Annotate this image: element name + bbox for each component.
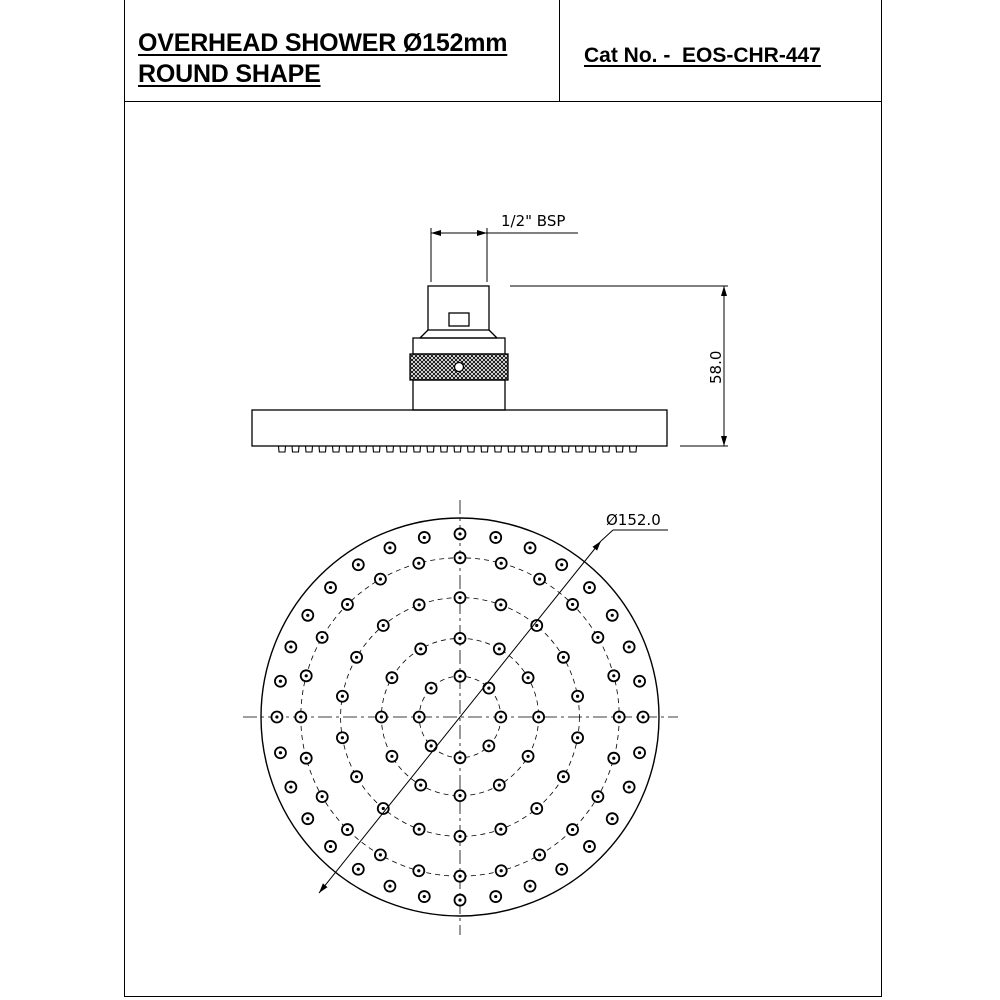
- nozzle-hole: [538, 853, 541, 856]
- inlet-nut: [428, 286, 489, 330]
- nozzle-hole: [388, 885, 391, 888]
- nozzle-hole: [571, 828, 574, 831]
- nozzle-hole: [535, 624, 538, 627]
- product-title: OVERHEAD SHOWER Ø152mm: [138, 29, 508, 57]
- nozzle-hole: [487, 687, 490, 690]
- side-nozzle: [441, 446, 448, 452]
- nozzle-hole: [528, 546, 531, 549]
- nozzle-hole: [417, 562, 420, 565]
- swivel-collar: [413, 338, 505, 354]
- side-nozzle: [414, 446, 421, 452]
- shower-plate-side: [252, 410, 667, 446]
- nozzle-hole: [494, 895, 497, 898]
- nozzle-hole: [588, 586, 591, 589]
- side-nozzle: [562, 446, 569, 452]
- side-nozzle: [292, 446, 299, 452]
- nozzle-hole: [560, 563, 563, 566]
- nozzle-hole: [423, 895, 426, 898]
- nozzle-hole: [305, 757, 308, 760]
- side-nozzle: [630, 446, 637, 452]
- nozzle-hole: [576, 736, 579, 739]
- nozzle-hole: [379, 853, 382, 856]
- nozzle-hole: [641, 715, 644, 718]
- nozzle-hole: [458, 675, 461, 678]
- nozzle-hole: [526, 676, 529, 679]
- nozzle-hole: [423, 536, 426, 539]
- height-label: 58.0: [707, 350, 725, 384]
- nozzle-hole: [487, 744, 490, 747]
- nozzle-hole: [638, 751, 641, 754]
- side-nozzle: [589, 446, 596, 452]
- nozzle-hole: [537, 715, 540, 718]
- nozzle-hole: [329, 845, 332, 848]
- nozzle-hole: [458, 556, 461, 559]
- nozzle-hole: [289, 785, 292, 788]
- nozzle-hole: [500, 869, 503, 872]
- nozzle-hole: [306, 817, 309, 820]
- nozzle-hole: [588, 845, 591, 848]
- thread-label: 1/2" BSP: [501, 212, 566, 230]
- nozzle-hole: [305, 674, 308, 677]
- nozzle-hole: [329, 586, 332, 589]
- catalog-number: Cat No. - EOS-CHR-447: [584, 44, 821, 67]
- side-nozzle: [346, 446, 353, 452]
- nozzle-hole: [458, 596, 461, 599]
- nozzle-hole: [612, 674, 615, 677]
- nozzle-hole: [560, 868, 563, 871]
- nozzle-hole: [419, 783, 422, 786]
- nozzle-hole: [382, 807, 385, 810]
- nozzle-hole: [618, 715, 621, 718]
- side-view: [252, 212, 728, 452]
- nozzle-hole: [321, 795, 324, 798]
- side-nozzle: [616, 446, 623, 452]
- swivel-body: [413, 380, 505, 410]
- diameter-leader: [601, 530, 613, 541]
- nozzle-hole: [628, 785, 631, 788]
- nozzle-hole: [321, 636, 324, 639]
- nozzle-hole: [562, 656, 565, 659]
- side-nozzle: [522, 446, 529, 452]
- nozzle-hole: [499, 603, 502, 606]
- side-nozzle: [535, 446, 542, 452]
- side-nozzle: [495, 446, 502, 452]
- side-nozzle: [481, 446, 488, 452]
- side-nozzle: [387, 446, 394, 452]
- nozzle-hole: [388, 546, 391, 549]
- nozzle-hole: [418, 715, 421, 718]
- nozzle-hole: [596, 795, 599, 798]
- nozzle-hole: [611, 817, 614, 820]
- top-view: [243, 500, 678, 935]
- nut-chamfer-left: [420, 330, 428, 338]
- side-nozzle: [279, 446, 286, 452]
- nozzle-hole: [279, 680, 282, 683]
- side-nozzle: [508, 446, 515, 452]
- side-nozzle: [373, 446, 380, 452]
- nozzle-hole: [279, 751, 282, 754]
- nozzle-hole: [571, 603, 574, 606]
- nozzle-hole: [458, 532, 461, 535]
- nozzle-hole: [638, 680, 641, 683]
- nozzle-hole: [611, 614, 614, 617]
- nozzle-hole: [576, 695, 579, 698]
- nozzle-hole: [390, 755, 393, 758]
- nozzle-hole: [289, 645, 292, 648]
- nozzle-hole: [458, 875, 461, 878]
- side-nozzle: [549, 446, 556, 452]
- nozzle-hole: [499, 715, 502, 718]
- grub-screw: [455, 363, 464, 372]
- nozzle-hole: [628, 645, 631, 648]
- side-nozzle: [319, 446, 326, 452]
- side-nozzle: [427, 446, 434, 452]
- nozzle-hole: [341, 695, 344, 698]
- nozzle-hole: [275, 715, 278, 718]
- nozzle-hole: [458, 898, 461, 901]
- nozzle-hole: [357, 868, 360, 871]
- side-nozzle: [454, 446, 461, 452]
- nozzle-hole: [355, 775, 358, 778]
- nozzle-hole: [498, 647, 501, 650]
- nozzle-hole: [346, 603, 349, 606]
- nozzle-hole: [430, 744, 433, 747]
- nozzle-hole: [458, 756, 461, 759]
- side-nozzle: [468, 446, 475, 452]
- nozzle-hole: [458, 794, 461, 797]
- nozzle-hole: [596, 636, 599, 639]
- nozzle-hole: [500, 562, 503, 565]
- product-shape: ROUND SHAPE: [138, 60, 321, 88]
- nozzle-hole: [458, 637, 461, 640]
- side-nozzle: [603, 446, 610, 452]
- nozzle-hole: [418, 828, 421, 831]
- nozzle-hole: [526, 755, 529, 758]
- nozzle-hole: [346, 828, 349, 831]
- nozzle-hole: [306, 614, 309, 617]
- nut-flat: [449, 313, 469, 326]
- nozzle-hole: [538, 578, 541, 581]
- nozzle-hole: [498, 783, 501, 786]
- side-nozzle: [306, 446, 313, 452]
- nozzle-hole: [390, 676, 393, 679]
- side-nozzle: [400, 446, 407, 452]
- nozzle-hole: [341, 736, 344, 739]
- nozzle-hole: [418, 603, 421, 606]
- nozzle-hole: [535, 807, 538, 810]
- nozzle-hole: [299, 715, 302, 718]
- nozzle-hole: [357, 563, 360, 566]
- nozzle-hole: [417, 869, 420, 872]
- side-nozzle: [360, 446, 367, 452]
- nut-chamfer-right: [489, 330, 497, 338]
- nozzle-hole: [494, 536, 497, 539]
- nozzle-hole: [612, 757, 615, 760]
- diameter-label: Ø152.0: [606, 511, 661, 529]
- nozzle-hole: [499, 828, 502, 831]
- side-nozzle: [576, 446, 583, 452]
- nozzle-hole: [458, 835, 461, 838]
- nozzle-hole: [562, 775, 565, 778]
- nozzle-hole: [380, 715, 383, 718]
- side-nozzle: [333, 446, 340, 452]
- side-nozzles: [279, 446, 637, 452]
- nozzle-hole: [355, 656, 358, 659]
- nozzle-hole: [382, 624, 385, 627]
- nozzle-hole: [419, 647, 422, 650]
- nozzle-hole: [528, 885, 531, 888]
- nozzle-hole: [379, 578, 382, 581]
- nozzle-hole: [430, 687, 433, 690]
